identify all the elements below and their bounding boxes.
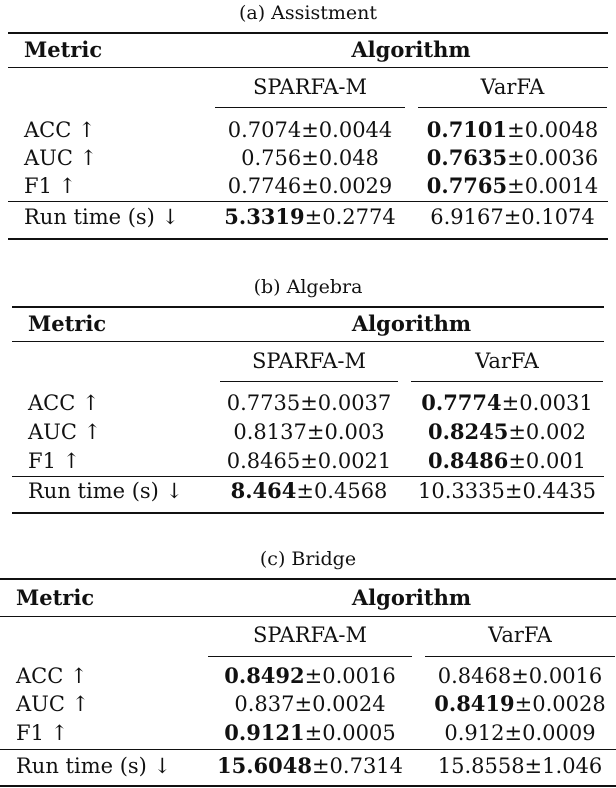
header-algorithm: Algorithm	[351, 37, 471, 62]
header-rule	[0, 616, 616, 617]
value-rest: ±0.0014	[507, 174, 599, 198]
best-value: 5.3319	[224, 204, 305, 229]
runtime-rule	[8, 201, 608, 202]
varfa-value	[411, 419, 603, 445]
value-rest: 0.7074±0.0044	[227, 118, 393, 142]
varfa-value	[425, 663, 615, 689]
value-rest: 0.912±0.0009	[444, 721, 596, 745]
metric-label: Run time (s) ↓	[28, 479, 184, 503]
sparfa-value	[208, 663, 412, 689]
value-rest: 0.8468±0.0016	[437, 664, 603, 688]
value-rest: ±0.0048	[507, 118, 599, 142]
varfa-value	[418, 204, 607, 230]
value-rest: ±0.002	[508, 420, 587, 444]
subheader-rule-varfa	[425, 656, 615, 657]
subheader-rule-sparfa	[208, 656, 412, 657]
runtime-rule	[0, 749, 616, 750]
value-rest: ±0.0028	[514, 692, 606, 716]
sparfa-value	[208, 720, 412, 746]
metric-label: Run time (s) ↓	[24, 205, 180, 229]
header-algorithm: Algorithm	[351, 585, 472, 610]
subheader-varfa: VarFA	[480, 75, 545, 99]
subheader-sparfa: SPARFA-M	[252, 623, 368, 647]
top-rule	[8, 32, 608, 34]
subheader-varfa: VarFA	[475, 349, 539, 373]
sparfa-value	[215, 204, 405, 230]
metric-label: Run time (s) ↓	[16, 754, 172, 778]
value-rest: 0.7735±0.0037	[226, 391, 392, 415]
metric-label: ACC ↑	[16, 664, 88, 688]
top-rule	[0, 578, 616, 580]
best-value: 0.7774	[421, 390, 502, 415]
varfa-value	[425, 720, 615, 746]
varfa-value	[418, 117, 607, 143]
subheader-rule-varfa	[418, 107, 607, 108]
subheader-sparfa: SPARFA-M	[251, 349, 367, 373]
varfa-value	[411, 448, 603, 474]
value-rest: ±0.001	[508, 449, 587, 473]
runtime-rule	[12, 476, 604, 477]
best-value: 0.8486	[427, 448, 509, 473]
metric-label: F1 ↑	[16, 721, 69, 745]
varfa-value	[411, 478, 603, 504]
value-rest: 0.756±0.048	[241, 146, 379, 170]
best-value: 8.464	[230, 478, 297, 503]
varfa-value	[418, 145, 607, 171]
table-caption: (a) Assistment	[238, 2, 377, 24]
subheader-rule-sparfa	[215, 107, 405, 108]
value-rest: ±0.0005	[304, 721, 396, 745]
table-caption: (c) Bridge	[259, 548, 357, 570]
header-metric: Metric	[16, 585, 95, 610]
bottom-rule	[0, 785, 616, 787]
value-rest: ±0.2774	[304, 205, 396, 229]
sparfa-value	[215, 173, 405, 199]
best-value: 0.8245	[427, 419, 509, 444]
value-rest: 0.8137±0.003	[233, 420, 385, 444]
value-rest: ±0.0031	[501, 391, 593, 415]
table-caption: (b) Algebra	[253, 276, 363, 298]
sparfa-value	[220, 419, 398, 445]
metric-label: F1 ↑	[24, 174, 77, 198]
best-value: 0.8492	[224, 663, 305, 688]
value-rest: 10.3335±0.4435	[418, 479, 596, 503]
header-algorithm: Algorithm	[351, 311, 472, 336]
subheader-sparfa: SPARFA-M	[252, 75, 368, 99]
sparfa-value	[208, 753, 412, 779]
best-value: 0.9121	[224, 720, 305, 745]
header-metric: Metric	[24, 37, 103, 62]
metric-label: F1 ↑	[28, 449, 81, 473]
sparfa-value	[220, 478, 398, 504]
subheader-rule-varfa	[411, 381, 603, 382]
bottom-rule	[12, 512, 604, 514]
value-rest: 0.7746±0.0029	[227, 174, 393, 198]
value-rest: 0.8465±0.0021	[226, 449, 392, 473]
value-rest: ±0.0036	[507, 146, 599, 170]
metric-label: ACC ↑	[24, 118, 96, 142]
value-rest: ±0.0016	[304, 664, 396, 688]
best-value: 0.7635	[426, 145, 508, 170]
header-metric: Metric	[28, 311, 107, 336]
subheader-varfa: VarFA	[488, 623, 552, 647]
metric-label: ACC ↑	[28, 391, 100, 415]
value-rest: ±0.7314	[311, 754, 404, 778]
metric-label: AUC ↑	[24, 146, 98, 170]
varfa-value	[425, 691, 615, 717]
metric-label: AUC ↑	[16, 692, 90, 716]
header-rule	[8, 67, 608, 68]
top-rule	[12, 306, 604, 308]
sparfa-value	[220, 448, 398, 474]
varfa-value	[418, 173, 607, 199]
best-value: 0.7765	[426, 173, 508, 198]
varfa-value	[425, 753, 615, 779]
value-rest: 6.9167±0.1074	[430, 205, 595, 229]
value-rest: ±0.4568	[296, 479, 388, 503]
subheader-rule-sparfa	[220, 381, 398, 382]
sparfa-value	[208, 691, 412, 717]
best-value: 15.6048	[216, 753, 312, 778]
value-rest: 0.837±0.0024	[234, 692, 386, 716]
best-value: 0.8419	[434, 691, 515, 716]
bottom-rule	[8, 238, 608, 240]
value-rest: 15.8558±1.046	[437, 754, 603, 778]
sparfa-value	[220, 390, 398, 416]
header-rule	[12, 341, 604, 342]
metric-label: AUC ↑	[28, 420, 102, 444]
varfa-value	[411, 390, 603, 416]
sparfa-value	[215, 145, 405, 171]
best-value: 0.7101	[426, 117, 508, 142]
sparfa-value	[215, 117, 405, 143]
